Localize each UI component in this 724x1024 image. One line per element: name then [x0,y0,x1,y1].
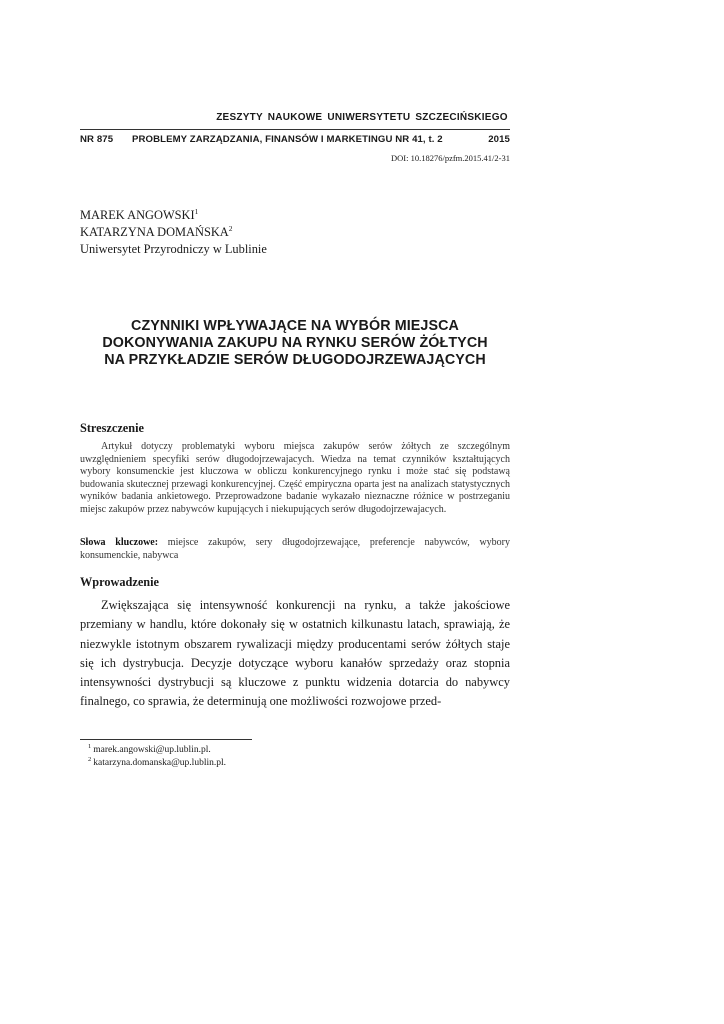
footnote-rule [80,739,252,740]
footnote-1 [80,744,226,757]
abstract-heading: Streszczenie [80,421,144,435]
footnote-email[interactable]: katarzyna.domanska@up.lublin.pl. [93,757,226,768]
author-name: MAREK ANGOWSKI [80,208,195,222]
journal-name: ZESZYTY NAUKOWE UNIWERSYTETU SZCZECIŃSKIEGO [216,112,508,123]
issue-number: NR 875 [80,134,114,145]
footnote-number: 2 [88,755,92,763]
footnote-email[interactable]: marek.angowski@up.lublin.pl. [93,745,211,755]
abstract-body [80,441,510,517]
footnote-2 [80,757,226,770]
footnote-ref[interactable]: 2 [228,224,233,233]
author-1 [80,207,267,224]
doi-link[interactable]: DOI: 10.18276/pzfm.2015.41/2-31 [391,153,510,163]
author-block [80,207,267,258]
keywords-label: Słowa kluczowe: [80,537,159,548]
footnote-number: 1 [88,743,92,750]
issue-line [80,134,510,145]
keywords [80,537,510,562]
author-name: KATARZYNA DOMAŃSKA [80,225,229,239]
title-line: NA PRZYKŁADZIE SERÓW DŁUGODOJRZEWAJĄCYCH [104,352,486,368]
paper-title [80,318,510,369]
footnotes [80,744,226,769]
footnote-ref[interactable]: 1 [194,207,199,216]
intro-paragraph: Zwiększająca się intensywność konkurencji na rynku, a także jakościowe przemiany w handlu, które dokonały się w ostatnich kilkunastu latach, sprawiają, że niezwykle istotnym obszarem rywalizacji między producentami serów żółtych staje się ich dystrybucja. Decyzje dotyczące wyboru kanałów sprzedaży oraz stopnia intensywności dystrybucji są kluczowe z punktu widzenia dotarcia do nabywcy finalnego, co sprawia, że determinują one możliwości rozwojowe przed- [80,598,510,709]
title-line: DOKONYWANIA ZAKUPU NA RYNKU SERÓW ŻÓŁTYCH [102,335,488,351]
abstract-text: Artykuł dotyczy problematyki wyboru miejsca zakupów serów żółtych ze szczególnym uwzględnieniem specyfiki serów długodojrzewajacych. Wiedza na temat czynników kształtujących wybory konsumenckie jest kluczowa w obliczu konkurencyjnego rynku i może stać się podstawą budowania skutecznej przewagi konkurencyjnej. Część empiryczna oparta jest na analizach statystycznych wyników badania ankietowego. Przeprowadzone badanie wykazało nieznaczne różnice w postrzeganiu miejsc zakupów przez nabywców kupujących i niekupujących serów długodojrzewajacych. [80,441,510,515]
author-2 [80,224,267,241]
title-line: CZYNNIKI WPŁYWAJĄCE NA WYBÓR MIEJSCA [131,318,459,334]
keywords-text: miejsce zakupów, sery długodojrzewające, preferencje nabywców, wybory konsumenckie, nabywca [80,537,510,561]
intro-heading: Wprowadzenie [80,575,160,589]
issue-year: 2015 [488,134,510,145]
issue-series: PROBLEMY ZARZĄDZANIA, FINANSÓW I MARKETINGU NR 41, t. 2 [132,134,443,145]
intro-body [80,596,510,712]
affiliation: Uniwersytet Przyrodniczy w Lublinie [80,242,267,256]
header-rule [80,129,510,130]
